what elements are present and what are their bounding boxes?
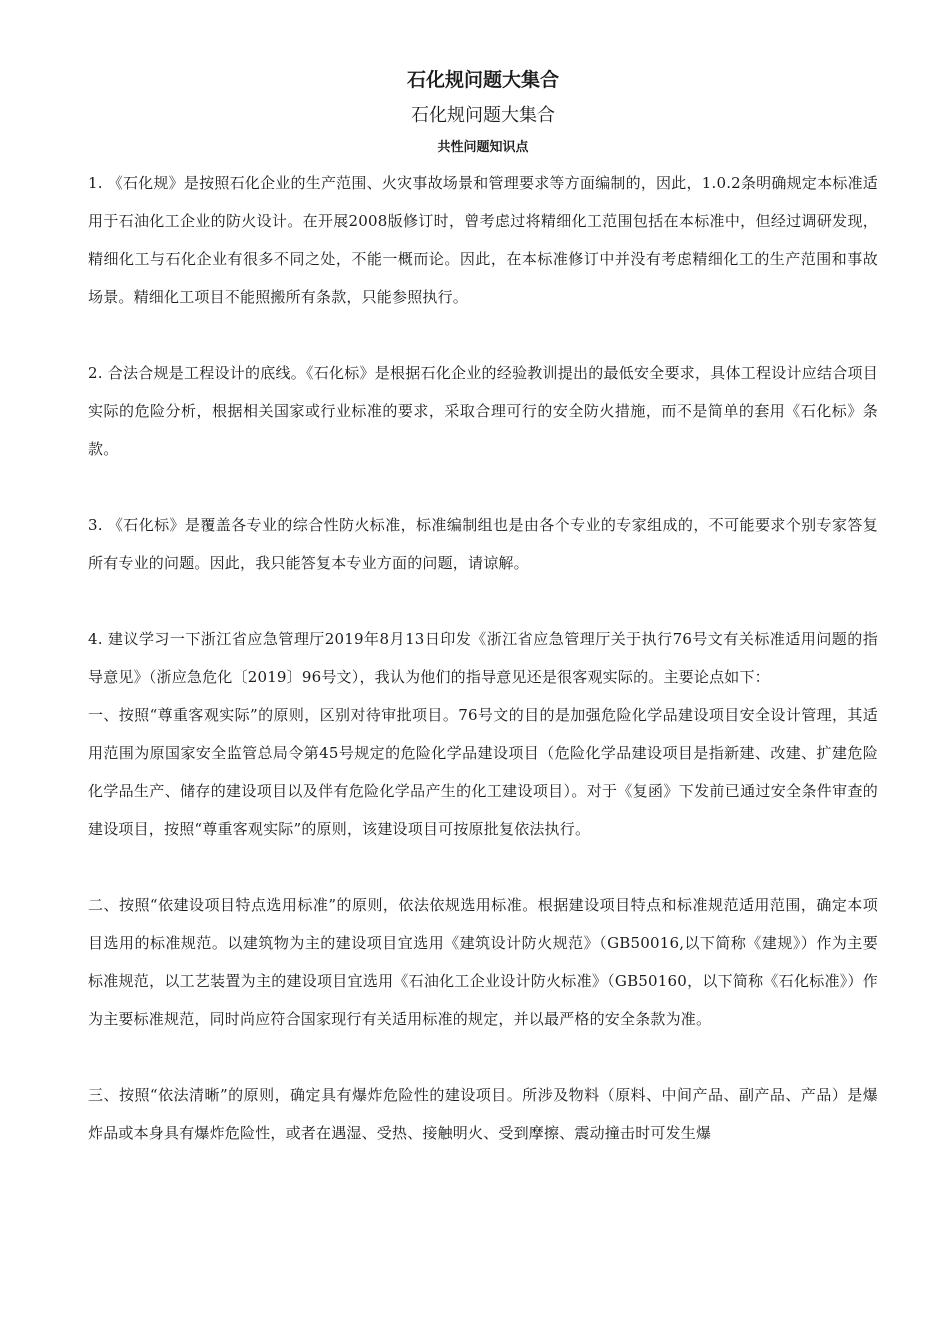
paragraph-gap bbox=[88, 316, 878, 354]
document-subtitle: 石化规问题大集合 bbox=[411, 105, 555, 126]
paragraph-gap bbox=[88, 582, 878, 620]
section-title: 共性问题知识点 bbox=[437, 140, 529, 155]
paragraph-point-2: 二、按照“依建设项目特点选用标准”的原则，依法依规选用标准。根据建设项目特点和标准规范适用范围，确定本项目选用的标准规范。以建筑物为主的建设项目宜选用《建筑设计防火规范》（GB50016,以下简称《建规》）作为主要标准规范，以工艺装置为主的建设项目宜选用《石油化工企业设计防火标准》（GB50160，以下简称《石化标准》）作为主要标准规范，同时尚应符合国家现行有关适用标准的规定，并以最严格的安全条款为准。 bbox=[88, 896, 878, 1028]
paragraph-gap bbox=[88, 848, 878, 886]
paragraph-point-1: 一、按照“尊重客观实际”的原则，区别对待审批项目。76号文的目的是加强危险化学品建设项目安全设计管理，其适用范围为原国家安全监管总局令第45号规定的危险化学品建设项目（危险化学品建设项目是指新建、改建、扩建危险化学品生产、储存的建设项目以及伴有危险化学品产生的化工建设项目）。对于《复函》下发前已通过安全条件审查的建设项目，按照“尊重客观实际”的原则，该建设项目可按原批复依法执行。 bbox=[88, 706, 878, 838]
document-title: 石化规问题大集合 bbox=[406, 69, 559, 91]
paragraph-gap bbox=[88, 1038, 878, 1076]
paragraph-gap bbox=[88, 468, 878, 506]
paragraph-2: 2. 合法合规是工程设计的底线。《石化标》是根据石化企业的经验教训提出的最低安全要求，具体工程设计应结合项目实际的危险分析，根据相关国家或行业标准的要求，采取合理可行的安全防火措施，而不是简单的套用《石化标》条款。 bbox=[88, 364, 878, 458]
paragraph-1: 1. 《石化规》是按照石化企业的生产范围、火灾事故场景和管理要求等方面编制的，因此，1.0.2条明确规定本标准适用于石油化工企业的防火设计。在开展2008版修订时，曾考虑过将精细化工范围包括在本标准中，但经过调研发现，精细化工与石化企业有很多不同之处，不能一概而论。因此，在本标准修订中并没有考虑精细化工的生产范围和事故场景。精细化工项目不能照搬所有条款，只能参照执行。 bbox=[88, 174, 878, 306]
paragraph-3: 3. 《石化标》是覆盖各专业的综合性防火标准，标准编制组也是由各个专业的专家组成的，不可能要求个别专家答复所有专业的问题。因此，我只能答复本专业方面的问题，请谅解。 bbox=[88, 516, 878, 572]
paragraph-4: 4. 建议学习一下浙江省应急管理厅2019年8月13日印发《浙江省应急管理厅关于执行76号文有关标准适用问题的指导意见》（浙应急危化〔2019〕96号文），我认为他们的指导意见还是很客观实际的。主要论点如下： bbox=[88, 630, 878, 686]
document-page bbox=[88, 66, 878, 1152]
paragraph-point-3: 三、按照“依法清晰”的原则，确定具有爆炸危险性的建设项目。所涉及物料（原料、中间产品、副产品、产品）是爆炸品或本身具有爆炸危险性，或者在遇湿、受热、接触明火、受到摩擦、震动撞击时可发生爆 bbox=[88, 1086, 878, 1142]
